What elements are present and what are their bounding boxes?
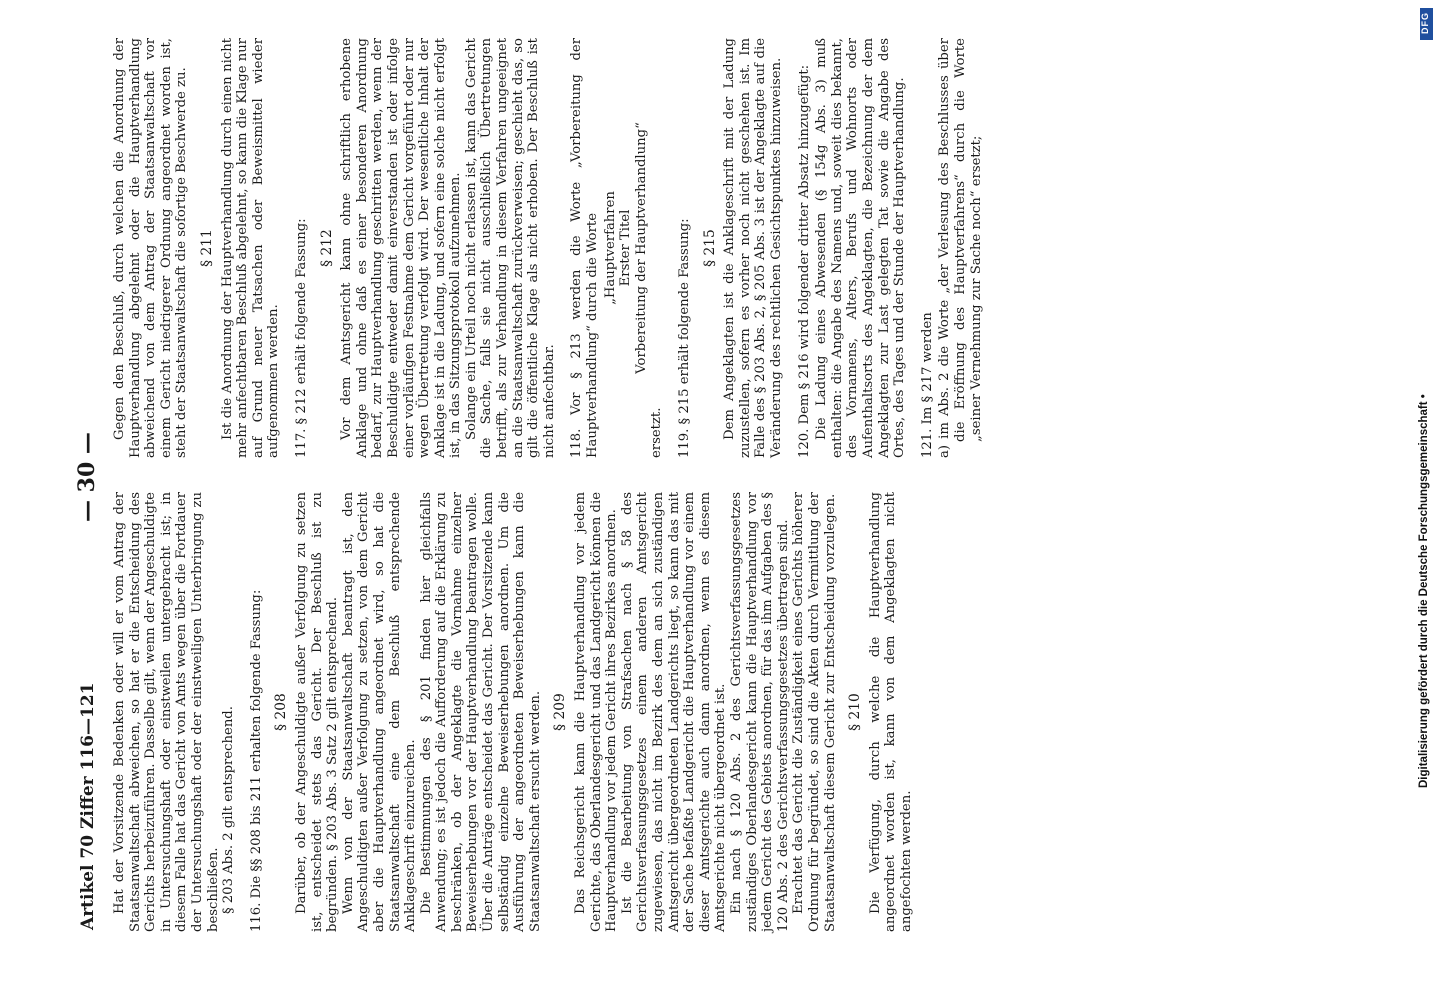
- paragraph: Die Ladung eines Abwesenden (§ 154g Abs. 3) muß enthalten: die Angabe des Namens und, soweit dies bekannt, des Vornamens, Alters, Berufs und Wohnorts oder Aufenthaltsorts des Angeklagten, die Bezeichnung der dem Angeklagten zur Last gelegten Tat sowie die Angabe des Ortes, des Tages und der Stunde der Hauptverhandlung.: [814, 38, 908, 458]
- text-column-left: [112, 492, 915, 932]
- paragraph: Das Reichsgericht kann die Hauptverhandlung vor jedem Gerichte, das Oberlandesgericht und das Landgericht können die Hauptverhandlung vor jedem Gericht ihres Bezirkes anordnen.: [573, 492, 620, 932]
- section-heading-212: § 212: [318, 229, 335, 267]
- paragraph: Erachtet das Gericht die Zuständigkeit eines Gerichts höherer Ordnung für begründet, so sind die Akten durch Vermittlung der Staatsanwaltschaft diesem Gericht zur Entscheidung vorzulegen.: [791, 492, 838, 932]
- amendment-item-118: 118. Vor § 213 werden die Worte „Vorbereitung der Hauptverhandlung“ durch die Worte: [569, 38, 601, 458]
- section-heading-210: § 210: [847, 693, 864, 731]
- amendment-subitem-a: a) im Abs. 2 die Worte „der Verlesung des Beschlusses über die Eröffnung des Hauptverfahrens“ durch die Worte „seiner Vernehmung zur Sache noch“ ersetzt;: [937, 38, 984, 458]
- text-column-right: [112, 38, 984, 458]
- page-number: — 30 —: [74, 432, 100, 522]
- amendment-item-117: 117. § 212 erhält folgende Fassung:: [293, 218, 309, 458]
- quoted-heading: Erster Titel: [618, 209, 634, 287]
- page-header-article: Artikel 70 Ziffer 116—121: [78, 682, 98, 930]
- paragraph: § 203 Abs. 2 gilt entsprechend.: [221, 706, 237, 914]
- paragraph: Vor dem Amtsgericht kann ohne schriftlich erhobene Anklage und ohne daß es einer besonderen Anordnung bedarf, zur Hauptverhandlung geschritten werden, wenn der Beschuldigte entweder damit einverstanden ist oder infolge einer vorläufigen Festnahme dem Gericht vorgeführt oder nur wegen Übertretung verfolgt wird. Der wesentliche Inhalt der Anklage ist in die Ladung, und sofern eine solche nicht erfolgt ist, in das Sitzungsprotokoll aufzunehmen.: [339, 38, 464, 458]
- quoted-heading: Vorbereitung der Hauptverhandlung“: [633, 122, 649, 374]
- dfg-logo: [1420, 8, 1433, 40]
- amendment-item-120: 120. Dem § 216 wird folgender dritter Absatz hinzugefügt:: [796, 64, 812, 458]
- paragraph: Dem Angeklagten ist die Anklageschrift mit der Ladung zuzustellen, sofern es vorher noch nicht geschehen ist. Im Falle des § 203 Abs. 2, § 205 Abs. 3 ist der Angeklagte auf die Veränderung des rechtlichen Gesichtspunktes hinzuweisen.: [722, 38, 784, 458]
- paragraph: Wenn von der Staatsanwaltschaft beantragt ist, den Angeschuldigten außer Verfolgung zu setzen, von dem Gericht aber die Hauptverhandlung angeordnet wird, so hat die Staatsanwaltschaft eine dem Beschluß entsprechende Anklageschrift einzureichen.: [340, 492, 419, 932]
- paragraph: Ist die Bearbeitung von Strafsachen nach § 58 des Gerichtsverfassungsgesetzes einem anderen Amtsgericht zugewiesen, das nicht im Bezirk des dem an sich zuständigen Amtsgericht übergeordneten Landgerichts liegt, so kann das mit der Sache befaßte Landgericht die Hauptverhandlung vor einem dieser Amtsgerichte auch dann anordnen, wenn es diesem Amtsgerichte nicht übergeordnet ist.: [619, 492, 729, 932]
- quoted-heading: „Hauptverfahren: [602, 191, 618, 305]
- section-heading-209: § 209: [552, 693, 569, 731]
- section-heading-211: § 211: [198, 229, 215, 267]
- paragraph: Ist die Anordnung der Hauptverhandlung durch einen nicht mehr anfechtbaren Beschluß abgelehnt, so kann die Klage nur auf Grund neuer Tatsachen oder Beweismittel wieder aufgenommen werden.: [219, 38, 282, 458]
- section-heading-215: § 215: [701, 229, 718, 267]
- dfg-logo-text: DFG: [1420, 12, 1430, 34]
- digitization-sidebar: [1418, 8, 1434, 788]
- amendment-item-119: 119. § 215 erhält folgende Fassung:: [677, 218, 692, 458]
- dfg-credit-text: Digitalisierung gefördert durch die Deutsche Forschungsgemeinschaft •: [1418, 394, 1430, 788]
- paragraph: Gegen den Beschluß, durch welchen die Anordnung der Hauptverhandlung abgelehnt oder die Hauptverhandlung abweichend von dem Antrag der Staatsanwaltschaft vor einem Gericht niedrigerer Ordnung angeordnet worden ist, steht der Staatsanwaltschaft die sofortige Beschwerde zu.: [112, 38, 190, 458]
- paragraph: Hat der Vorsitzende Bedenken oder will er vom Antrag der Staatsanwaltschaft abweichen, so hat er die Entscheidung des Gerichts herbeizuführen. Dasselbe gilt, wenn der Angeschuldigte in Untersuchungshaft oder einstweilen untergebracht ist; in diesem Falle hat das Gericht von Amts wegen über die Fortdauer der Untersuchungshaft oder der einstweiligen Unterbringung zu beschließen.: [112, 492, 221, 932]
- section-heading-208: § 208: [273, 693, 290, 731]
- paragraph: Solange ein Urteil noch nicht erlassen ist, kann das Gericht die Sache, falls sie nicht ausschließlich Übertretungen betrifft, als zur Verhandlung in diesem Verfahren ungeeignet an die Staatsanwaltschaft zurückverweisen; geschieht das, so gilt die öffentliche Klage als nicht erhoben. Der Beschluß ist nicht anfechtbar.: [463, 38, 557, 458]
- amendment-item-116: 116. Die §§ 208 bis 211 erhalten folgende Fassung:: [248, 589, 264, 932]
- paragraph: Die Verfügung, durch welche die Hauptverhandlung angeordnet worden ist, kann von dem Angeklagten nicht angefochten werden.: [867, 492, 914, 932]
- paragraph: Ein nach § 120 Abs. 2 des Gerichtsverfassungsgesetzes zuständiges Oberlandesgericht kann die Hauptverhandlung vor jedem Gericht des Gebiets anordnen, für das ihm Aufgaben des § 120 Abs. 2 des Gerichtsverfassungsgesetzes übertragen sind.: [728, 492, 791, 932]
- amendment-item-121: 121. Im § 217 werden: [919, 312, 935, 458]
- paragraph: Darüber, ob der Angeschuldigte außer Verfolgung zu setzen ist, entscheidet stets das Gericht. Der Beschluß ist zu begründen. § 203 Abs. 3 Satz 2 gilt entsprechend.: [293, 492, 341, 932]
- paragraph: ersetzt.: [649, 407, 665, 458]
- paragraph: Die Bestimmungen des § 201 finden hier gleichfalls Anwendung; es ist jedoch die Aufforderung auf die Erklärung zu beschränken, ob der Angeklagte die Vornahme einzelner Beweiserhebungen vor der Hauptverhandlung beantragen wolle. Über die Anträge entscheidet das Gericht. Der Vorsitzende kann selbständig einzelne Beweiserhebungen anordnen. Um die Ausführung der angeordneten Beweiserhebungen kann die Staatsanwaltschaft ersucht werden.: [418, 492, 543, 932]
